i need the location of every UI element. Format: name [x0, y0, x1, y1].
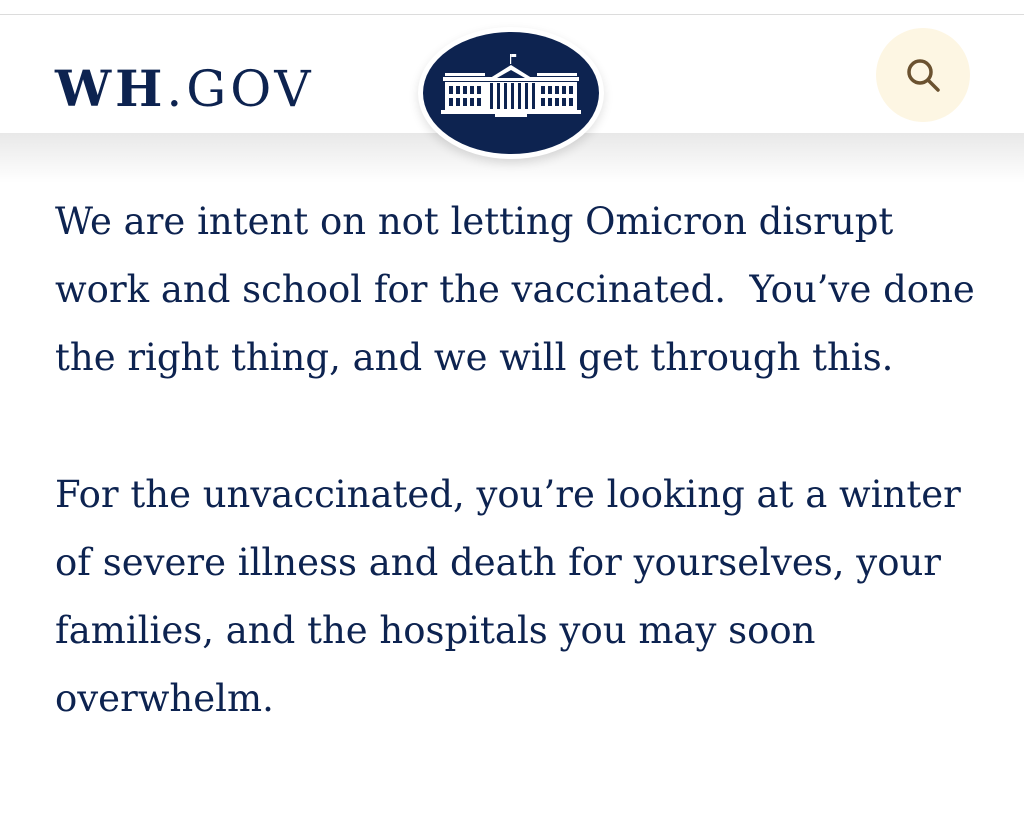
- article-body: [55, 188, 985, 733]
- search-button[interactable]: [876, 28, 970, 122]
- logo-gov: .GOV: [166, 60, 315, 118]
- search-icon: [903, 55, 943, 95]
- white-house-seal[interactable]: [418, 27, 604, 159]
- paragraph-vaccinated: We are intent on not letting Omicron disrupt work and school for the vaccinated. You’ve done the right thing, and we will get through this.: [55, 200, 987, 379]
- paragraph-unvaccinated: For the unvaccinated, you’re looking at a winter of severe illness and death for yourselves, your families, and the hospitals you may soon overwhelm.: [55, 473, 973, 720]
- logo-wh: WH: [55, 59, 167, 118]
- site-logo[interactable]: [55, 59, 314, 119]
- white-house-icon: [423, 32, 599, 154]
